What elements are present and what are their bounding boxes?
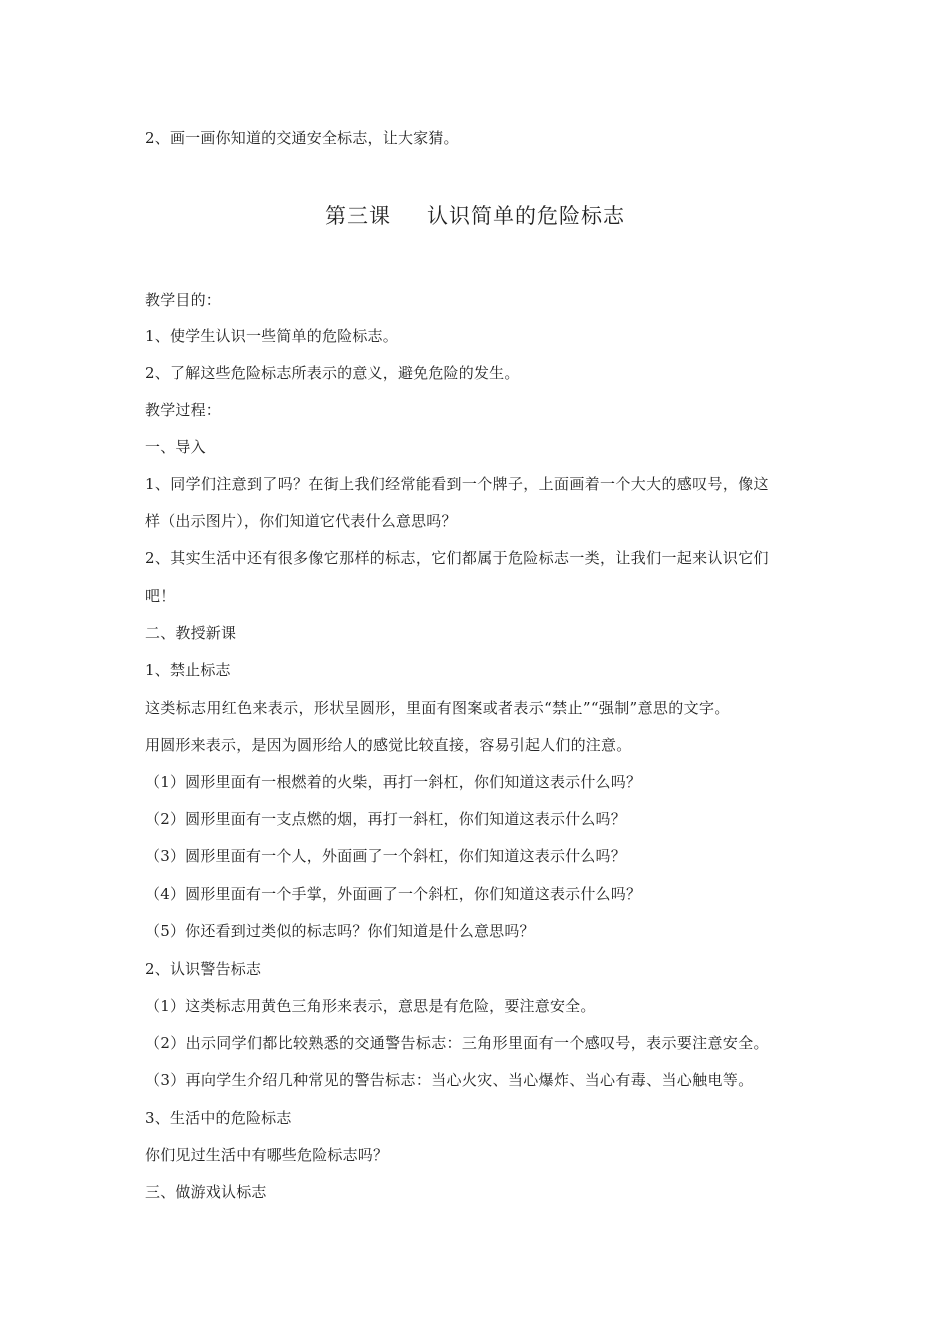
intro-paragraph-2-line-1: 2、其实生活中还有很多像它那样的标志，它们都属于危险标志一类，让我们一起来认识它们 bbox=[145, 549, 769, 567]
top-note: 2、画一画你知道的交通安全标志，让大家猜。 bbox=[145, 129, 459, 147]
prohibition-question-1: （1）圆形里面有一根燃着的火柴，再打一斜杠，你们知道这表示什么吗？ bbox=[145, 773, 642, 791]
heading-teaching-goal: 教学目的： bbox=[145, 291, 222, 309]
section-game: 三、做游戏认标志 bbox=[145, 1183, 267, 1201]
daily-life-question: 你们见过生活中有哪些危险标志吗？ bbox=[145, 1146, 389, 1164]
prohibition-question-2: （2）圆形里面有一支点燃的烟，再打一斜杠，你们知道这表示什么吗？ bbox=[145, 810, 626, 828]
section-new-lesson: 二、教授新课 bbox=[145, 624, 237, 642]
goal-item-2: 2、了解这些危险标志所表示的意义，避免危险的发生。 bbox=[145, 364, 520, 382]
intro-paragraph-2-line-2: 吧！ bbox=[145, 587, 176, 605]
subsection-warning-signs: 2、认识警告标志 bbox=[145, 960, 262, 978]
warning-item-3: （3）再向学生介绍几种常见的警告标志：当心火灾、当心爆炸、当心有毒、当心触电等。 bbox=[145, 1071, 754, 1089]
prohibition-question-3: （3）圆形里面有一个人，外面画了一个斜杠，你们知道这表示什么吗？ bbox=[145, 847, 626, 865]
lesson-title-text: 认识简单的危险标志 bbox=[427, 204, 625, 228]
prohibition-question-5: （5）你还看到过类似的标志吗？你们知道是什么意思吗？ bbox=[145, 922, 535, 940]
warning-item-1: （1）这类标志用黄色三角形来表示，意思是有危险，要注意安全。 bbox=[145, 997, 596, 1015]
lesson-number: 第三课 bbox=[325, 204, 391, 228]
section-intro: 一、导入 bbox=[145, 438, 206, 456]
intro-paragraph-1-line-1: 1、同学们注意到了吗？在街上我们经常能看到一个牌子，上面画着一个大大的感叹号，像这 bbox=[145, 475, 769, 493]
intro-paragraph-1-line-2: 样（出示图片），你们知道它代表什么意思吗？ bbox=[145, 512, 457, 530]
prohibition-question-4: （4）圆形里面有一个手掌，外面画了一个斜杠，你们知道这表示什么吗？ bbox=[145, 885, 642, 903]
subsection-prohibition-signs: 1、禁止标志 bbox=[145, 661, 231, 679]
heading-teaching-process: 教学过程： bbox=[145, 401, 222, 419]
subsection-daily-life-signs: 3、生活中的危险标志 bbox=[145, 1109, 292, 1127]
warning-item-2: （2）出示同学们都比较熟悉的交通警告标志：三角形里面有一个感叹号，表示要注意安全。 bbox=[145, 1034, 769, 1052]
prohibition-description-line-2: 用圆形来表示，是因为圆形给人的感觉比较直接，容易引起人们的注意。 bbox=[145, 736, 632, 754]
prohibition-description-line-1: 这类标志用红色来表示，形状呈圆形，里面有图案或者表示“禁止”“强制”意思的文字。 bbox=[145, 699, 730, 717]
goal-item-1: 1、使学生认识一些简单的危险标志。 bbox=[145, 327, 398, 345]
lesson-title bbox=[0, 202, 950, 230]
